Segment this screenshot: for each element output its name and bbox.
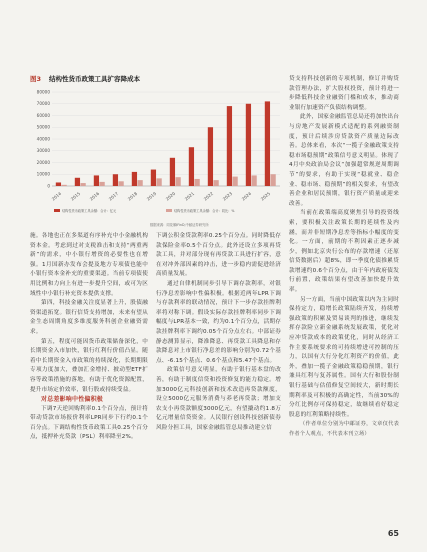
x-tick-label: 2016	[88, 190, 101, 202]
y-tick-label: 70000	[36, 101, 50, 107]
column-1	[30, 232, 148, 443]
bar-yoy	[157, 178, 162, 186]
col3-paragraph-2: 此外，国家金融监管总局还将加快出台与房地产发展新模式适配的系列融资制度，预计后续涉房贷款资产质量边际改善。总体来看，本次“一揽子金融政策支持稳市场稳预期”政策信号意义明显。体现了4月中央政治局会议“加强超常规逆周期调节”的要求，有助于实现“稳就业、稳企业、稳市场、稳预期”的相关要求，有望改善企业和居民预期，银行资产质量或迎来改善。	[289, 114, 399, 207]
y-tick-label: 30000	[36, 148, 50, 154]
bar-balance	[113, 174, 118, 186]
col2-paragraph-3: 政策信号意义明显，有助于银行基本盘的改善，有助于制度信贷和投资修复的能力稳定。增加3000亿元科技创新和技术改造再贷款额度，设立5000亿元服务消费与养老再贷款；增加支农支小再贷款额度3000亿元，有望撬动约1.8万亿元增量信贷资金。人民银行创设科技创新债券风险分担工具，国家金融监管总局推动建立信	[156, 367, 281, 431]
bar-balance	[189, 147, 194, 186]
legend-label: 结构性货币政策工具余额：合计：同比：%	[174, 209, 235, 213]
figure-title-text: 结构性货币政策工具扩容降成本	[49, 75, 141, 83]
legend-swatch	[54, 209, 60, 212]
bar-balance	[208, 127, 213, 186]
x-tick-label: 2020	[164, 190, 177, 202]
x-tick-label: 2017	[107, 190, 120, 202]
x-tick-label: 2015	[69, 190, 82, 202]
bar-balance	[170, 158, 175, 186]
x-tick-label: 2023	[221, 190, 234, 202]
legend-swatch	[166, 209, 172, 212]
x-tick-label: 2019	[145, 190, 158, 202]
y-tick-label: 40000	[36, 136, 50, 142]
author-footnote: （作者单位分别为中邮证券，文章仅代表作者个人观点，不代表本刊立场）	[289, 421, 399, 437]
bar-balance	[246, 104, 251, 186]
figure-source: 数据来源：同花顺iFinD,中邮证券研究所	[150, 223, 209, 227]
col1-paragraph-3: 第五，程度可能因货币政策储备深化，中长期资金入市加快，银行红利行价值凸显。随着中长期资金入市政策的持续深化，长期期限专项力度加大，叠加汇金增持、披动型ETF扩容等政策措施的落地，有助于优化资源配置，提升市场定价效率，银行股或持续受益。	[30, 338, 148, 393]
figure-title	[30, 74, 140, 83]
col3-paragraph-4: 另一方面，当前中国政策以内为主同时保持定力，稳增长政策陆续齐发，持续增强政策的积累及贸易谈判的推进，继续发挥存款险立新金融系统发展政策，优化对应冲贷款成本的政策优化，同时从经济工作主要系统要求的可持续增进可控制的压力，以国有大行分化红利资产的价值，此外，叠加一揽子金融政策稳稳预期，银行兼具红利与复苏属性。国有大行和股份制银行基础与估值修复空间较大，新时期长期利率及可积极的高确定性，当前30%的分红比例存可保持稳定，故继续看好稳定股息的红利策略持续性。	[289, 296, 399, 418]
col3-paragraph-1: 贷支持科技创新的专项机制，修订并购贷款管理办法，扩大股权投资，预计将进一步降低科技企业融资门槛和成本，推动商业银行加速资产负债结构调整。	[289, 76, 399, 111]
x-tick-label: 2014	[50, 190, 63, 202]
bar-balance	[75, 178, 80, 186]
y-tick-label: 10000	[36, 171, 50, 177]
bar-yoy	[81, 183, 86, 186]
x-tick-label: 2022	[202, 190, 215, 202]
bar-yoy	[233, 177, 238, 186]
col2-paragraph-1: 下调公积金贷款利率0.25个百分点。同时降低存款保险金率0.5个百分点。此外还设立多项再贷款工具，并对部分现有再贷款工具进行扩容，意在对冲外部因素的冲击，进一步稳内需促进经济高质量发展。	[156, 233, 281, 278]
bar-yoy	[100, 182, 105, 186]
column-3	[289, 75, 399, 440]
bar-balance	[227, 106, 232, 186]
page-number: 65	[387, 529, 399, 538]
bar-yoy	[195, 179, 200, 186]
col1-paragraph-1: 施。各地也正在多渠道有序补充中小金融机构资本金。考虑到过对支税准击和支持“两重两新”的需求，中小银行增资的必要性也在增强。1月国新办发布会提及地方专项债也能中小银行资本金补充的重要渠道。当前专项债使用比例和力向上有进一步提升空间，或可为区域性中小银行补充资本提供支撑。	[30, 233, 148, 297]
x-tick-label: 2024	[240, 190, 253, 202]
col1-paragraph-2: 第四，科技金融关注度显著上升，股债融资渠道拓宽。银行信贷支持增加，未来有望从金生态周期角度多维度服务科创企业融资需求。	[30, 300, 148, 335]
bar-chart	[30, 86, 286, 218]
y-tick-label: 20000	[36, 159, 50, 165]
x-tick-label: 2021	[183, 190, 196, 202]
x-tick-label: 2025	[259, 190, 272, 202]
bar-yoy	[176, 177, 181, 186]
y-tick-label: 0	[47, 183, 50, 189]
x-tick-label: 2018	[126, 190, 139, 202]
col1-paragraph-4: 下调7天逆回购利率0.1个百分点，预计将带动贷款市场报价利率LPR同步下行约0.1个百分点。下调结构性货币政策工具0.25个百分点，抵押补充贷款（PSL）利率降至2%。	[30, 405, 148, 441]
bar-yoy	[119, 181, 124, 186]
y-tick-label: 60000	[36, 112, 50, 118]
bar-yoy	[138, 180, 143, 186]
column-2	[156, 232, 281, 433]
bar-yoy	[62, 185, 67, 186]
bar-balance	[56, 182, 61, 186]
bar-yoy	[252, 175, 257, 186]
bar-balance	[151, 170, 156, 186]
bar-balance	[132, 172, 137, 186]
col3-paragraph-3: 当前在政策端高度聚焦引导的投资线索，要积极关注政策长期的延续性及内涵，而并非短期净息差等指标小幅度的变化。一方面，前期的不利因素正逐步减少，例如北京央行公布的存款增速（还原信贷数据后）超8%，即一季度化债推累贷款增速约0.6个百分点，由于年内政府债发行前置，政策结果有望改善加快提升效率。	[289, 210, 399, 294]
bar-yoy	[214, 180, 219, 186]
y-tick-label: 50000	[36, 124, 50, 130]
col2-paragraph-2: 通过自律机制同步引导下调存款利率，对银行净息差影响中性偏积极。根据近两年LPR下调与存款利率的联动情况，预计下一步存款挂牌利率将对称下调。假设实际存款挂牌利率同步下调幅度与LPR基本一致，约为0.1个百分点，活期存款挂牌利率下调约0.05个百分点左右。中部证券静态测算显示，降准降息、再贷款工具降息和存款降息对上市银行净息差的影响分别为0.72个基点、-6.15个基点、0.6个基点和5.47个基点。	[156, 280, 281, 364]
bar-yoy	[271, 174, 276, 186]
bar-balance	[265, 101, 270, 186]
y-tick-label: 80000	[36, 89, 50, 95]
bar-balance	[94, 175, 99, 186]
legend-label: 结构性货币政策工具余额：合计：亿元	[62, 209, 117, 213]
figure-number: 图3	[30, 75, 42, 83]
section-heading: 对总差影响中性偏积极	[41, 396, 104, 404]
